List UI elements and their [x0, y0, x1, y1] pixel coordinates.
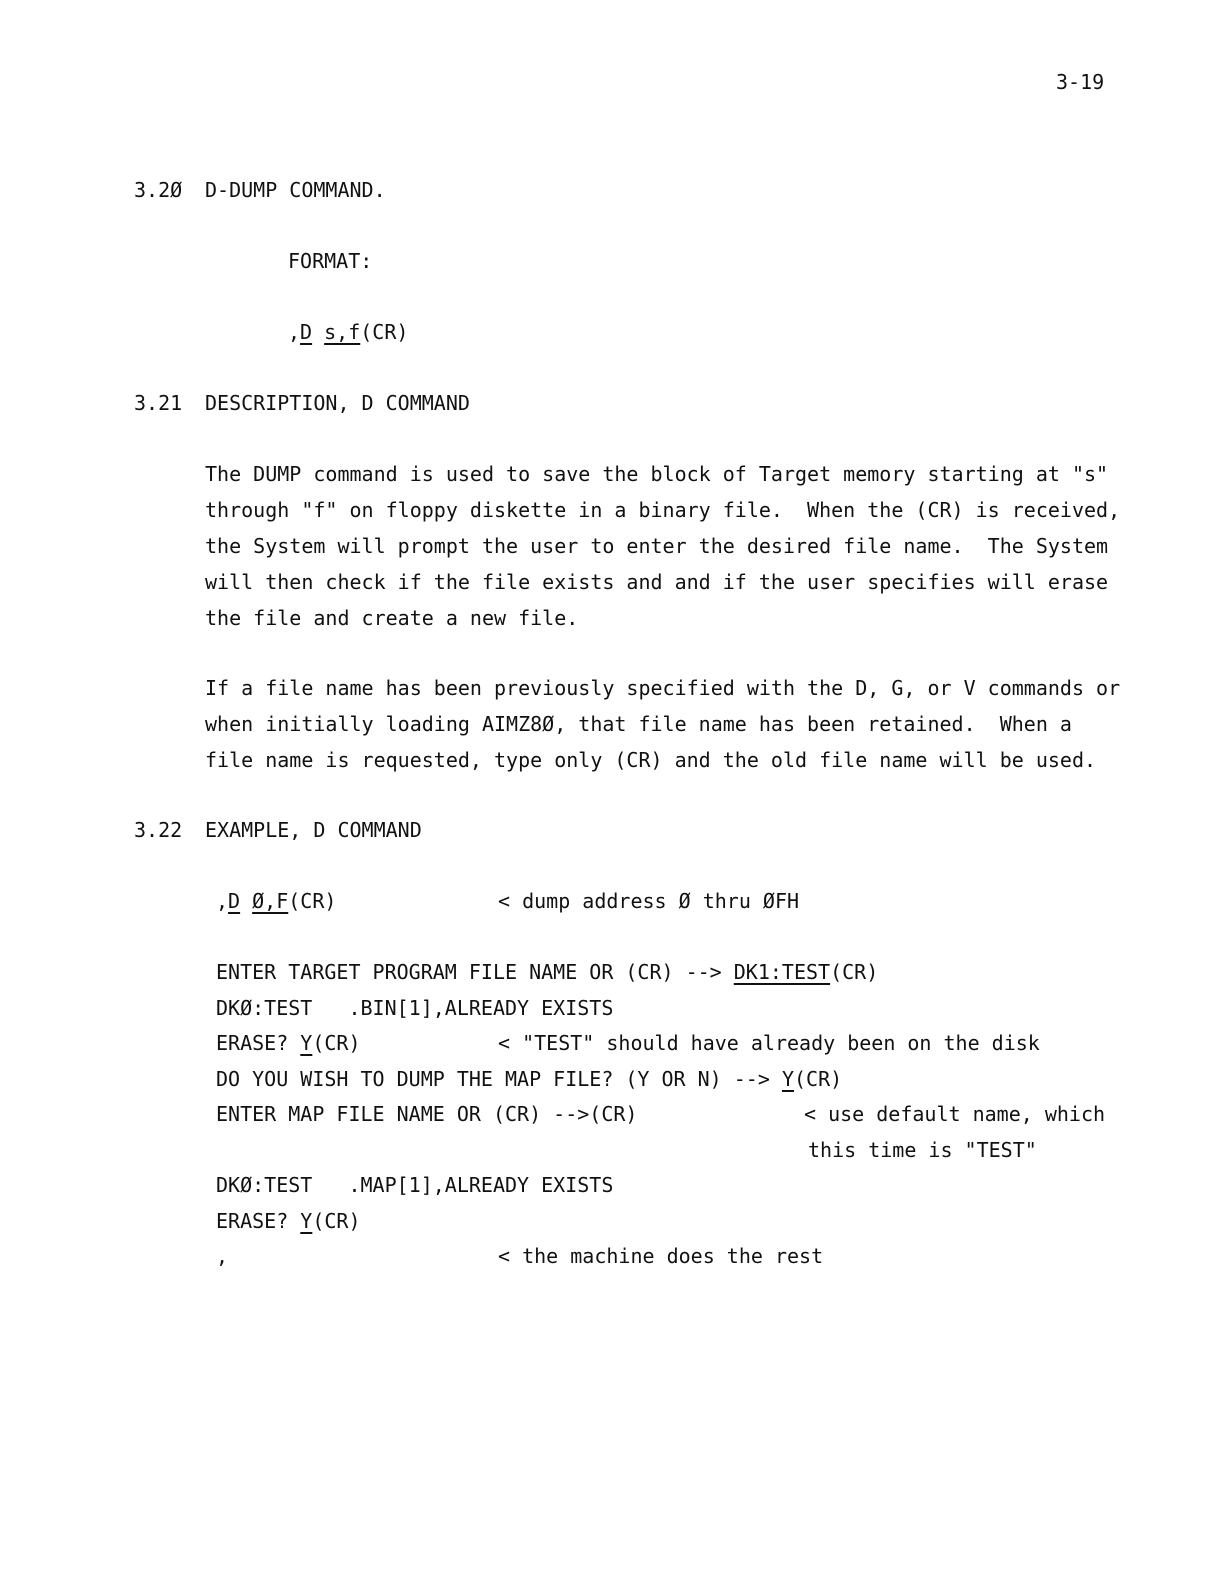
- example-comment-test: < "TEST" should have already been on the disk: [498, 1031, 1040, 1055]
- map-name-suffix: (CR): [589, 1102, 638, 1126]
- erase-map-text: ERASE?: [216, 1209, 301, 1233]
- example-bin-exists: DKØ:TEST .BIN[1],ALREADY EXISTS: [216, 996, 614, 1020]
- example-command-line: [216, 891, 336, 911]
- erase-input: Y: [300, 1031, 313, 1055]
- section-3-21-number: 3.21: [134, 391, 183, 415]
- para1-line4: will then check if the file exists and and if the user specifies will erase: [205, 570, 1109, 594]
- para1-line2: through "f" on floppy diskette in a binary file. When the (CR) is received,: [205, 498, 1121, 522]
- para2-line3: file name is requested, type only (CR) and the old file name will be used.: [205, 748, 1097, 772]
- example-suffix: (CR): [288, 889, 337, 913]
- section-3-22-number: 3.22: [134, 818, 183, 842]
- map-question-text: DO YOU WISH TO DUMP THE MAP FILE? (Y OR N) -->: [216, 1067, 782, 1091]
- para2-line2: when initially loading AIMZ8Ø, that file name has been retained. When a: [205, 712, 1072, 736]
- section-3-21-title: DESCRIPTION, D COMMAND: [205, 391, 470, 415]
- section-3-20-title: D-DUMP COMMAND.: [205, 178, 386, 202]
- example-map-question: [216, 1069, 842, 1089]
- target-file-input: DK1:TEST: [733, 960, 831, 984]
- format-syntax: [288, 322, 408, 342]
- para1-line1: The DUMP command is used to save the block of Target memory starting at "s": [205, 462, 1109, 486]
- example-target-prompt: [216, 962, 878, 982]
- format-args: s,f: [324, 320, 361, 344]
- map-question-input: Y: [781, 1067, 794, 1091]
- para2-line1: If a file name has been previously specified with the D, G, or V commands or: [205, 676, 1121, 700]
- example-map-name-prompt: [216, 1104, 637, 1124]
- example-comment-rest: < the machine does the rest: [498, 1244, 824, 1268]
- example-prefix: ,: [216, 889, 229, 913]
- format-prefix: ,: [288, 320, 301, 344]
- example-comment-dump: < dump address Ø thru ØFH: [498, 889, 800, 913]
- map-name-text: ENTER MAP FILE NAME OR (CR) -->: [216, 1102, 590, 1126]
- example-erase-map: [216, 1211, 361, 1231]
- section-3-20-number: 3.2Ø: [134, 178, 183, 202]
- erase-map-input: Y: [300, 1209, 313, 1233]
- format-label: FORMAT:: [288, 249, 373, 273]
- example-comment-default-1: < use default name, which: [804, 1102, 1106, 1126]
- example-comment-default-2: this time is "TEST": [808, 1138, 1037, 1162]
- format-command: D: [300, 320, 313, 344]
- target-prompt-suffix: (CR): [830, 960, 879, 984]
- section-3-22-title: EXAMPLE, D COMMAND: [205, 818, 422, 842]
- example-command: D: [228, 889, 241, 913]
- map-question-suffix: (CR): [793, 1067, 843, 1091]
- erase-map-suffix: (CR): [312, 1209, 361, 1233]
- para1-line3: the System will prompt the user to enter the desired file name. The System: [205, 534, 1109, 558]
- target-prompt-text: ENTER TARGET PROGRAM FILE NAME OR (CR) -->: [216, 960, 734, 984]
- format-suffix: (CR): [360, 320, 409, 344]
- example-erase-bin: [216, 1033, 361, 1053]
- example-args: Ø,F: [252, 889, 289, 913]
- erase-text: ERASE?: [216, 1031, 301, 1055]
- example-map-exists: DKØ:TEST .MAP[1],ALREADY EXISTS: [216, 1173, 614, 1197]
- erase-suffix: (CR): [312, 1031, 361, 1055]
- example-final-prompt: ,: [216, 1244, 229, 1268]
- page-number: 3-19: [1056, 70, 1105, 94]
- para1-line5: the file and create a new file.: [205, 606, 579, 630]
